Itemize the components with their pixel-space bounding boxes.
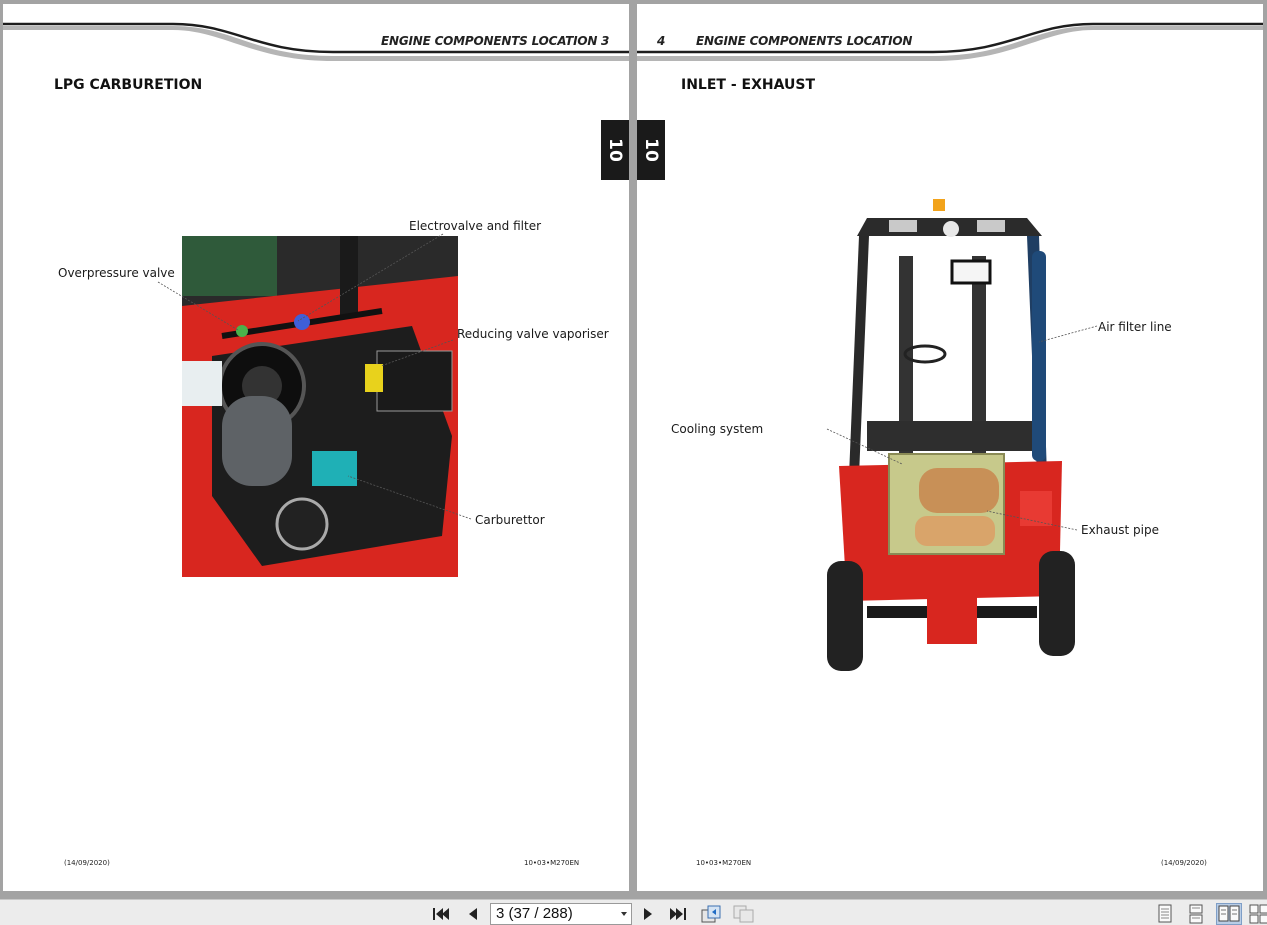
header-title: ENGINE COMPONENTS LOCATION xyxy=(381,34,598,48)
page-select-value: 3 (37 / 288) xyxy=(496,905,573,922)
continuous-facing-view-icon[interactable] xyxy=(1249,903,1267,925)
page-number-select[interactable] xyxy=(490,903,632,925)
page-number: 4 xyxy=(657,34,666,48)
footer-date: (14/09/2020) xyxy=(1161,859,1207,867)
chapter-tab xyxy=(601,120,629,180)
engine-photo xyxy=(182,236,458,577)
last-page-icon[interactable] xyxy=(667,903,689,925)
section-title: LPG CARBURETION xyxy=(54,77,203,93)
forklift-photo xyxy=(827,196,1077,671)
page-3 xyxy=(3,4,629,891)
callout-air-filter-line: Air filter line xyxy=(1098,320,1172,334)
header-title: ENGINE COMPONENTS LOCATION xyxy=(696,34,913,48)
callout-overpressure-valve: Overpressure valve xyxy=(58,266,175,280)
previous-page-icon[interactable] xyxy=(461,903,483,925)
page-4 xyxy=(637,4,1263,891)
next-page-icon[interactable] xyxy=(637,903,659,925)
callout-electrovalve: Electrovalve and filter xyxy=(409,219,542,233)
navigation-toolbar xyxy=(0,899,1267,925)
footer-code: 10•03•M270EN xyxy=(524,859,580,867)
continuous-view-icon[interactable] xyxy=(1185,903,1207,925)
chevron-down-icon xyxy=(621,912,627,916)
next-view-icon[interactable] xyxy=(732,903,754,925)
facing-view-icon[interactable] xyxy=(1216,903,1242,925)
callout-reducing-valve: Reducing valve vaporiser xyxy=(457,327,609,341)
previous-view-icon[interactable] xyxy=(700,903,722,925)
page-number: 3 xyxy=(601,34,610,48)
callout-cooling-system: Cooling system xyxy=(671,422,764,436)
single-page-view-icon[interactable] xyxy=(1154,903,1176,925)
footer-date: (14/09/2020) xyxy=(64,859,110,867)
chapter-tab-label: 10 xyxy=(604,138,625,162)
chapter-tab xyxy=(637,120,665,180)
section-title: INLET - EXHAUST xyxy=(681,77,815,93)
callout-carburettor: Carburettor xyxy=(475,513,545,527)
footer-code: 10•03•M270EN xyxy=(696,859,752,867)
first-page-icon[interactable] xyxy=(430,903,452,925)
callout-exhaust-pipe: Exhaust pipe xyxy=(1081,523,1159,537)
chapter-tab-label: 10 xyxy=(640,138,661,162)
